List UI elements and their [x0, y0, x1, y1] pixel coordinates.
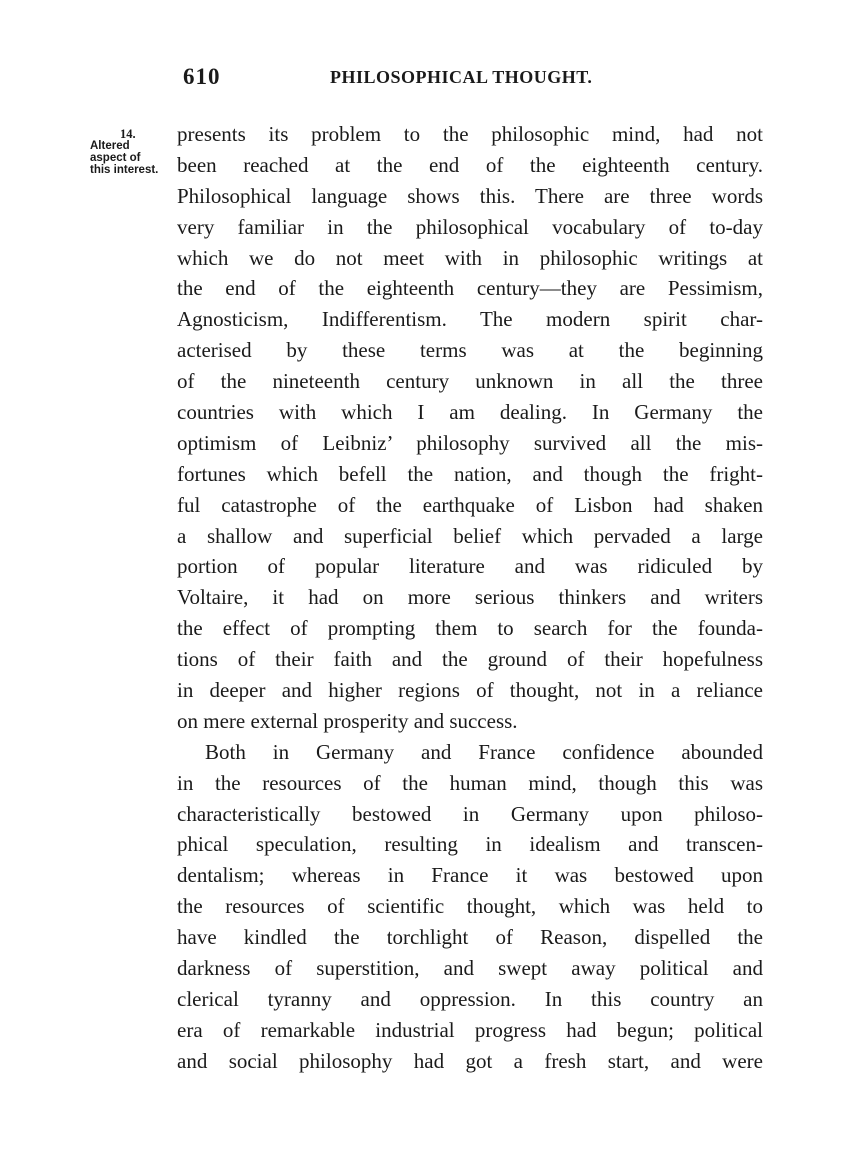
text-line: dentalism; whereas in France it was bestowed upon: [177, 863, 763, 888]
body-text: [177, 119, 763, 1077]
text-line: in the resources of the human mind, though this was: [177, 770, 763, 795]
margin-note-line: Altered: [90, 140, 130, 152]
text-line: optimism of Leibniz’ philosophy survived all the mis-: [177, 430, 763, 455]
paragraph: [177, 119, 763, 737]
text-line: have kindled the torchlight of Reason, dispelled the: [177, 925, 763, 950]
text-line: countries with which I am dealing. In Germany the: [177, 400, 763, 425]
text-line: clerical tyranny and oppression. In this country an: [177, 986, 763, 1011]
text-line: acterised by these terms was at the beginning: [177, 338, 763, 363]
margin-note: [90, 128, 180, 176]
text-line: the resources of scientific thought, which was held to: [177, 894, 763, 919]
text-line: fortunes which befell the nation, and though the fright-: [177, 461, 763, 486]
text-line: Agnosticism, Indifferentism. The modern spirit char-: [177, 307, 763, 332]
text-line: ful catastrophe of the earthquake of Lisbon had shaken: [177, 492, 763, 517]
text-line: which we do not meet with in philosophic writings at: [177, 245, 763, 270]
text-line: Voltaire, it had on more serious thinkers and writers: [177, 585, 763, 610]
text-line: in deeper and higher regions of thought, not in a reliance: [177, 678, 763, 703]
text-line: the end of the eighteenth century—they are Pessimism,: [177, 276, 763, 301]
margin-note-line: aspect of: [90, 152, 141, 164]
text-line: era of remarkable industrial progress had begun; political: [177, 1017, 763, 1042]
text-line: a shallow and superficial belief which pervaded a large: [177, 523, 763, 548]
margin-note-number: 14.: [120, 127, 136, 141]
text-line: tions of their faith and the ground of their hopefulness: [177, 647, 763, 672]
page-number: 610: [183, 64, 221, 89]
text-line: portion of popular literature and was ridiculed by: [177, 554, 763, 579]
text-line: very familiar in the philosophical vocabulary of to-day: [177, 214, 763, 239]
text-line: presents its problem to the philosophic mind, had not: [177, 122, 763, 146]
text-line: of the nineteenth century unknown in all the three: [177, 369, 763, 394]
text-line: characteristically bestowed in Germany upon philoso-: [177, 801, 763, 826]
text-line: been reached at the end of the eighteenth century.: [177, 152, 763, 177]
text-line: and social philosophy had got a fresh start, and were: [177, 1048, 763, 1073]
text-line: darkness of superstition, and swept away political and: [177, 956, 763, 981]
text-line: the effect of prompting them to search for the founda-: [177, 616, 763, 641]
text-line: Philosophical language shows this. There are three words: [177, 183, 763, 208]
running-title: PHILOSOPHICAL THOUGHT.: [330, 67, 593, 87]
paragraph: [177, 737, 763, 1077]
margin-note-line: this interest.: [90, 164, 159, 176]
text-line: Both in Germany and France confidence abounded: [205, 739, 763, 764]
text-line: on mere external prosperity and success.: [177, 708, 518, 733]
text-line: phical speculation, resulting in idealism and transcen-: [177, 832, 763, 857]
